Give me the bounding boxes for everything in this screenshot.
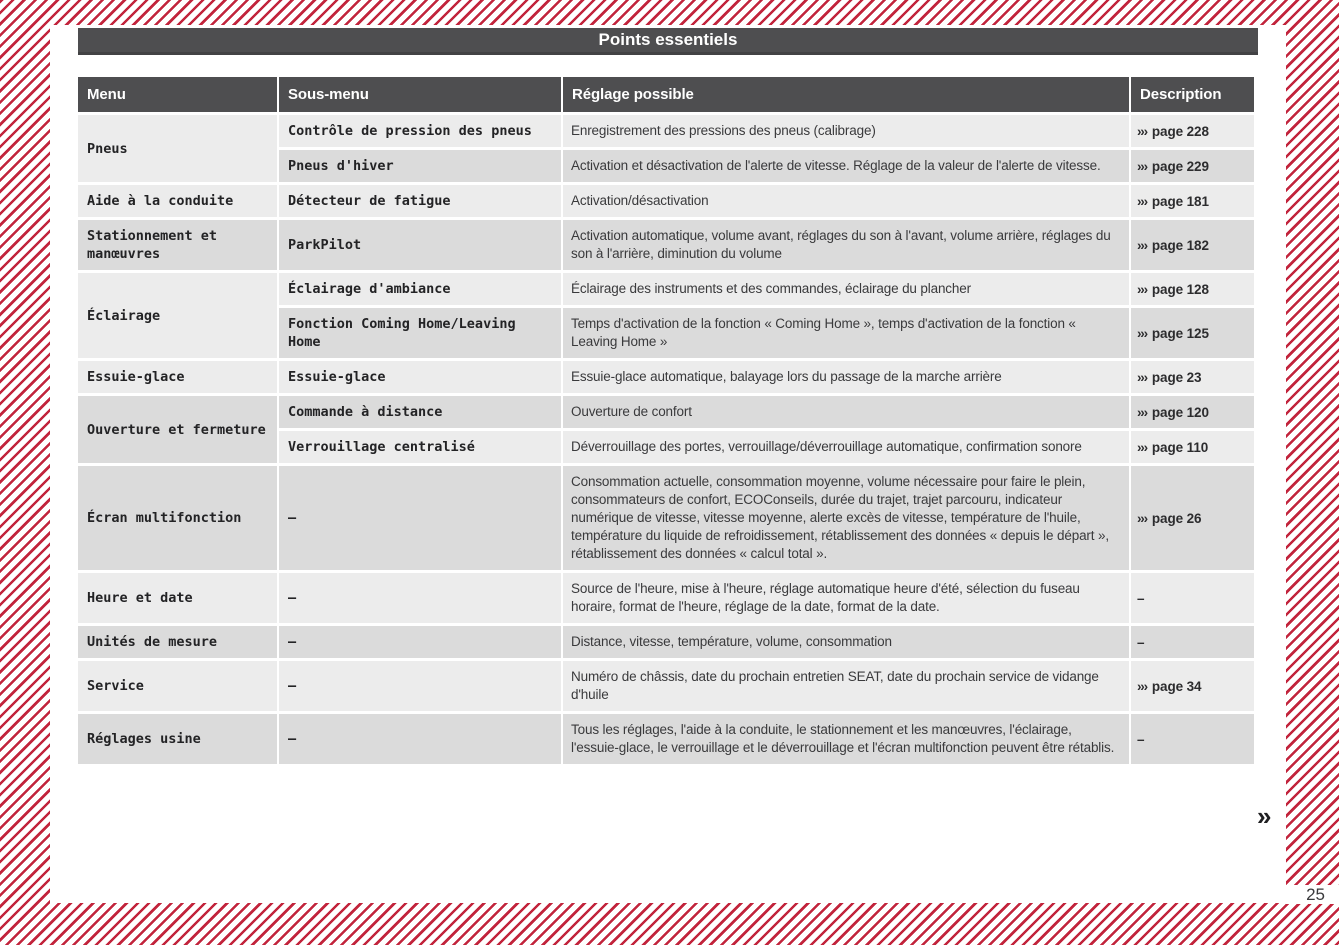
page-number-tab (1280, 885, 1339, 904)
page-reference-label: page 229 (1151, 158, 1209, 174)
sous-menu-cell: – (279, 626, 561, 658)
page-reference-link[interactable] (1131, 273, 1254, 305)
menu-cell: Réglages usine (78, 714, 277, 764)
column-header-sous-menu: Sous-menu (279, 77, 561, 112)
table-header-row (78, 77, 1254, 112)
reglage-cell: Déverrouillage des portes, verrouillage/déverrouillage automatique, confirmation sonore (563, 431, 1129, 463)
reglage-cell: Consommation actuelle, consommation moyenne, volume nécessaire pour faire le plein, consommateurs de confort, ECOConseils, durée du trajet, trajet parcouru, indicateur numérique de vitesse, vitesse moyenne, alerte excès de vitesse, température de l'huile, température du liquide de refroidissement, rétablissement des données « depuis le départ », rétablissement des données « calcul total ». (563, 466, 1129, 570)
page-reference-link[interactable] (1131, 396, 1254, 428)
description-value: – (1137, 590, 1145, 606)
menu-cell: Unités de mesure (78, 626, 277, 658)
reglage-cell: Tous les réglages, l'aide à la conduite, le stationnement et les manœuvres, l'éclairage, l'essuie-glace, le verrouillage et le déverrouillage et l'écran multifonction peuvent être rétablis. (563, 714, 1129, 764)
menu-cell: Éclairage (78, 273, 277, 358)
description-cell (1131, 714, 1254, 764)
description-cell (1131, 626, 1254, 658)
reglage-cell: Activation automatique, volume avant, réglages du son à l'avant, volume arrière, réglages du son à l'arrière, diminution du volume (563, 220, 1129, 270)
table-row (78, 626, 1254, 658)
page-reference-link[interactable] (1131, 115, 1254, 147)
reglage-cell: Essuie-glace automatique, balayage lors du passage de la marche arrière (563, 361, 1129, 393)
page-reference-link[interactable] (1131, 661, 1254, 711)
page-reference-link[interactable] (1131, 308, 1254, 358)
page-reference-label: page 34 (1151, 678, 1202, 694)
menu-cell: Aide à la conduite (78, 185, 277, 217)
page-reference-label: page 23 (1151, 369, 1202, 385)
reglage-cell: Enregistrement des pressions des pneus (calibrage) (563, 115, 1129, 147)
menu-cell: Essuie-glace (78, 361, 277, 393)
table-row (78, 361, 1254, 393)
page-reference-label: page 128 (1151, 281, 1209, 297)
table-row (78, 396, 1254, 428)
page-reference-link[interactable] (1131, 185, 1254, 217)
page-title: Points essentiels (78, 28, 1258, 55)
cross-reference-icon: ››› (1137, 510, 1147, 526)
menu-cell: Écran multifonction (78, 466, 277, 570)
column-header-reglage-possible: Réglage possible (563, 77, 1129, 112)
sous-menu-cell: Commande à distance (279, 396, 561, 428)
sous-menu-cell: Pneus d'hiver (279, 150, 561, 182)
reglage-cell: Temps d'activation de la fonction « Coming Home », temps d'activation de la fonction « Leaving Home » (563, 308, 1129, 358)
column-header-description: Description (1131, 77, 1254, 112)
page-reference-link[interactable] (1131, 466, 1254, 570)
menu-cell: Heure et date (78, 573, 277, 623)
cross-reference-icon: ››› (1137, 237, 1147, 253)
description-cell (1131, 573, 1254, 623)
sous-menu-cell: Essuie-glace (279, 361, 561, 393)
page-reference-label: page 110 (1151, 439, 1209, 455)
menu-cell: Service (78, 661, 277, 711)
sous-menu-cell: Détecteur de fatigue (279, 185, 561, 217)
table-row (78, 466, 1254, 570)
cross-reference-icon: ››› (1137, 439, 1147, 455)
reglage-cell: Ouverture de confort (563, 396, 1129, 428)
sous-menu-cell: – (279, 714, 561, 764)
table-row (78, 220, 1254, 270)
reglage-cell: Éclairage des instruments et des commandes, éclairage du plancher (563, 273, 1129, 305)
page-reference-label: page 125 (1151, 325, 1209, 341)
cross-reference-icon: ››› (1137, 404, 1147, 420)
cross-reference-icon: ››› (1137, 369, 1147, 385)
menu-cell: Pneus (78, 115, 277, 182)
settings-table (76, 74, 1256, 767)
table-row (78, 115, 1254, 147)
page-number: 25 (1306, 885, 1325, 904)
page-reference-label: page 182 (1151, 237, 1209, 253)
sous-menu-cell: ParkPilot (279, 220, 561, 270)
reglage-cell: Activation/désactivation (563, 185, 1129, 217)
cross-reference-icon: ››› (1137, 193, 1147, 209)
sous-menu-cell: – (279, 466, 561, 570)
reglage-cell: Distance, vitesse, température, volume, consommation (563, 626, 1129, 658)
page-reference-link[interactable] (1131, 431, 1254, 463)
table-row (78, 185, 1254, 217)
sous-menu-cell: – (279, 573, 561, 623)
reglage-cell: Activation et désactivation de l'alerte de vitesse. Réglage de la valeur de l'alerte de vitesse. (563, 150, 1129, 182)
reglage-cell: Numéro de châssis, date du prochain entretien SEAT, date du prochain service de vidange d'huile (563, 661, 1129, 711)
sous-menu-cell: Fonction Coming Home/Leaving Home (279, 308, 561, 358)
table-continues-marker: » (1257, 801, 1272, 831)
table-row (78, 573, 1254, 623)
description-value: – (1137, 731, 1145, 747)
sous-menu-cell: Contrôle de pression des pneus (279, 115, 561, 147)
cross-reference-icon: ››› (1137, 325, 1147, 341)
column-header-menu: Menu (78, 77, 277, 112)
page-reference-link[interactable] (1131, 150, 1254, 182)
page-reference-link[interactable] (1131, 361, 1254, 393)
page-reference-label: page 120 (1151, 404, 1209, 420)
table-row (78, 714, 1254, 764)
description-value: – (1137, 634, 1145, 650)
page-reference-label: page 228 (1151, 123, 1209, 139)
cross-reference-icon: ››› (1137, 678, 1147, 694)
table-row (78, 661, 1254, 711)
table-row (78, 273, 1254, 305)
cross-reference-icon: ››› (1137, 281, 1147, 297)
sous-menu-cell: Verrouillage centralisé (279, 431, 561, 463)
page-reference-label: page 181 (1151, 193, 1209, 209)
page-reference-label: page 26 (1151, 510, 1202, 526)
reglage-cell: Source de l'heure, mise à l'heure, réglage automatique heure d'été, sélection du fuseau horaire, format de l'heure, réglage de la date, format de la date. (563, 573, 1129, 623)
sous-menu-cell: Éclairage d'ambiance (279, 273, 561, 305)
cross-reference-icon: ››› (1137, 123, 1147, 139)
cross-reference-icon: ››› (1137, 158, 1147, 174)
sous-menu-cell: – (279, 661, 561, 711)
menu-cell: Stationnement et manœuvres (78, 220, 277, 270)
page-reference-link[interactable] (1131, 220, 1254, 270)
menu-cell: Ouverture et fermeture (78, 396, 277, 463)
